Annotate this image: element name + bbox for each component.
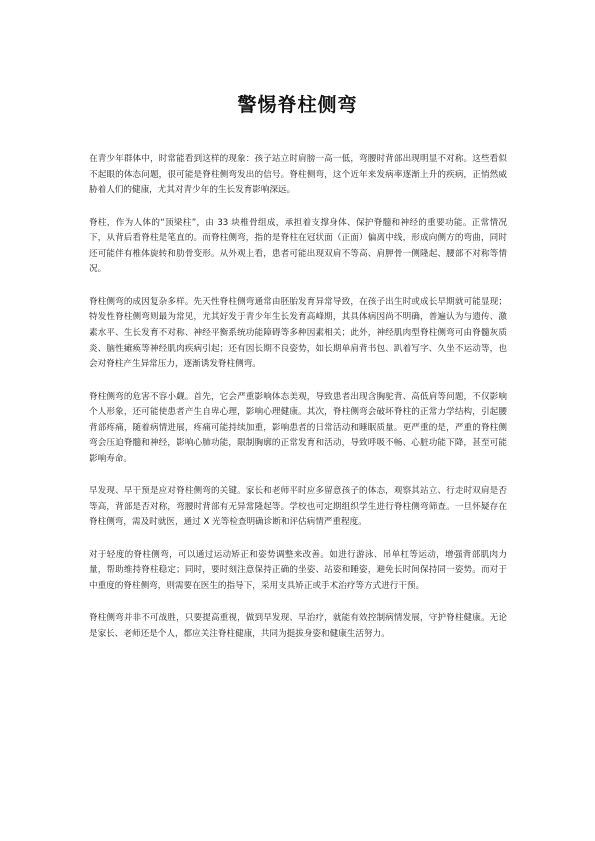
paragraph-4: 脊柱侧弯的危害不容小觑。首先，它会严重影响体态美观，导致患者出现含胸驼背、高低肩等问题，不仅影响个人形象，还可能使患者产生自卑心理，影响心理健康。其次，脊柱侧弯会破坏脊柱的正常力学结构，引起腰背部疼痛，随着病情进展，疼痛可能持续加重，影响患者的日常活动和睡眠质量。更严重的是，严重的脊柱侧弯会压迫脊髓和神经，影响心肺功能，限制胸廓的正常发育和活动，导致呼吸不畅、心脏功能下降，甚至可能影响寿命。 <box>89 391 507 464</box>
paragraph-2: 脊柱，作为人体的“顶梁柱”，由 33 块椎骨组成，承担着支撑身体、保护脊髓和神经的重要功能。正常情况下，从背后看脊柱是笔直的。而脊柱侧弯，指的是脊柱在冠状面（正面）偏离中线，形成向侧方的弯曲，同时还可能伴有椎体旋转和肋骨变形。从外观上看，患者可能出现双肩不等高、肩胛骨一侧隆起、腰部不对称等情况。 <box>89 217 507 275</box>
paragraph-7: 脊柱侧弯并非不可战胜，只要提高重视，做到早发现、早治疗，就能有效控制病情发展，守护脊柱健康。无论是家长、老师还是个人，都应关注脊柱健康，共同为挺拔身姿和健康生活努力。 <box>89 613 507 640</box>
paragraph-5: 早发现、早干预是应对脊柱侧弯的关键。家长和老师平时应多留意孩子的体态，观察其站立、行走时双肩是否等高，背部是否对称，弯腰时背部有无异常隆起等。学校也可定期组织学生进行脊柱侧弯筛查。一旦怀疑存在脊柱侧弯，需及时就医，通过 X 光等检查明确诊断和评估病情严重程度。 <box>89 486 507 528</box>
paragraph-1: 在青少年群体中，时常能看到这样的现象：孩子站立时肩膀一高一低，弯腰时背部出现明显不对称。这些看似不起眼的体态问题，很可能是脊柱侧弯发出的信号。脊柱侧弯，这个近年来发病率逐渐上升的疾病，正悄然威胁着人们的健康，尤其对青少年的生长发育影响深远。 <box>89 154 507 196</box>
document-body <box>89 152 507 659</box>
document-title: 警惕脊柱侧弯 <box>237 94 358 116</box>
paragraph-6: 对于轻度的脊柱侧弯，可以通过运动矫正和姿势调整来改善。如进行游泳、吊单杠等运动，增强背部肌肉力量，帮助维持脊柱稳定；同时，要时刻注意保持正确的坐姿、站姿和睡姿，避免长时间保持同一姿势。而对于中重度的脊柱侧弯，则需要在医生的指导下，采用支具矫正或手术治疗等方式进行干预。 <box>89 549 507 592</box>
paragraph-3: 脊柱侧弯的成因复杂多样。先天性脊柱侧弯通常由胚胎发育异常导致，在孩子出生时或成长早期就可能显现；特发性脊柱侧弯则最为常见，尤其好发于青少年生长发育高峰期，其具体病因尚不明确，普遍认为与遗传、激素水平、生长发育不对称、神经平衡系统功能障碍等多种因素相关；此外，神经肌肉型脊柱侧弯可由脊髓灰质炎、脑性瘫痪等神经肌肉疾病引起；还有因长期不良姿势，如长期单肩背书包、趴着写字、久坐不运动等，也会对脊柱产生异常压力，逐渐诱发脊柱侧弯。 <box>89 296 507 370</box>
